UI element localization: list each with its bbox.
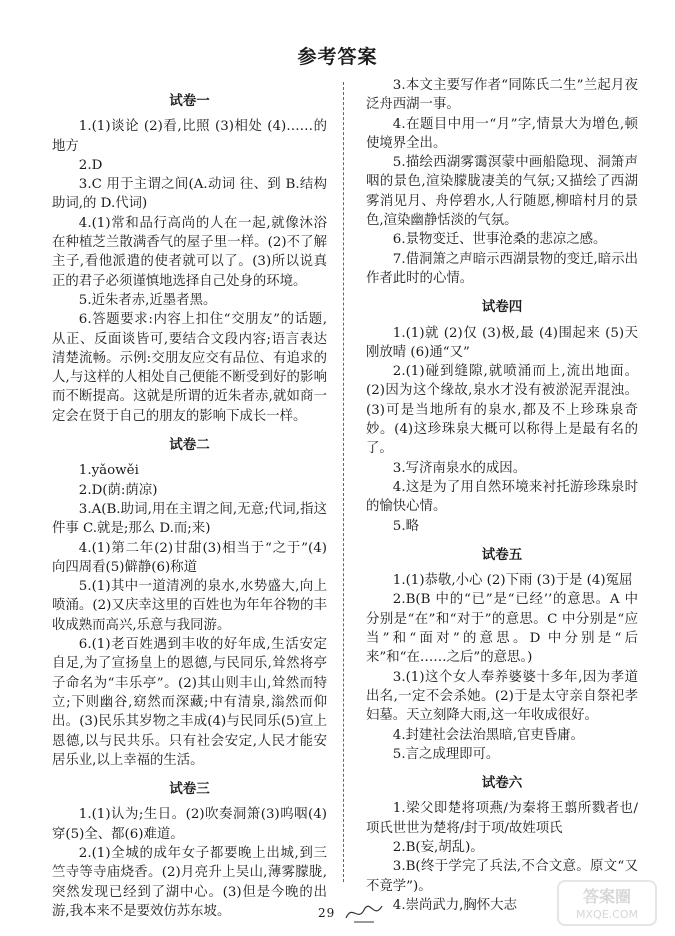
answer-paragraph: 3.C 用于主谓之间(A.动词 往、到 B.结构助词,的 D.代词) [52, 177, 327, 212]
watermark-site: MXQE.COM [576, 908, 638, 921]
answer-paragraph: 6.景物变迁、世事沧桑的悲凉之感。 [392, 232, 607, 248]
answer-paragraph: 2.(1)碰到缝隙,就喷涌而上,流出地面。(2)因为这个缘故,泉水才没有被淤泥弄混浊。(3)可是当地所有的泉水,都及不上珍珠泉奇妙。(4)这珍珠泉大概可以称得上是最有名的了。 [366, 364, 638, 457]
answer-paragraph: 4.这是为了用自然环境来衬托游珍珠泉时的愉快心情。 [366, 479, 638, 515]
answer-paragraph: 1.(1)认为;生日。(2)吹奏洞箫(3)呜咽(4)穿(5)全、都(6)难道。 [52, 807, 327, 842]
answer-paragraph: 7.借洞箫之声暗示西湖景物的变迁,暗示出作者此时的心情。 [366, 251, 638, 286]
answer-paragraph: 3.写济南泉水的成因。 [392, 460, 527, 476]
answer-paragraph: 4.(1)第二年(2)甘甜(3)相当于“之于”(4)向四周看(5)僻静(6)称道 [52, 540, 327, 575]
answer-paragraph: 4.封建社会法治黑暗,官吏昏庸。 [392, 727, 584, 743]
answer-paragraph: 2.D [78, 157, 103, 173]
section-heading: 试卷一 [169, 93, 210, 109]
answer-paragraph: 3.B(终于学完了兵法,不合文意。原文“又不竟学”)。 [366, 859, 638, 894]
answer-paragraph: 2.B(B 中的“已”是“已经’’的意思。A 中分别是“在”和“对于”的意思。C 中分别是“应当”和“面对”的意思。D 中分别是“后来”和“在……之后”的意思。) [366, 592, 638, 666]
answer-paragraph: 3.A(B.助词,用在主谓之间,无意;代词,指这件事 C.就是;那么 D.而;来) [52, 501, 327, 537]
section-heading: 试卷五 [481, 546, 523, 563]
watermark-title: 答案圈 [582, 887, 631, 906]
answer-paragraph: 4.崇尚武力,胸怀大志 [392, 897, 517, 913]
answer-paragraph: 5.近朱者赤,近墨者黑。 [78, 292, 217, 308]
section-heading: 试卷三 [169, 781, 210, 798]
answer-paragraph: 2.D(荫:荫凉) [78, 482, 158, 498]
right-column [366, 76, 638, 915]
answer-paragraph: 1.(1)恭敬,小心 (2)下雨 (3)于是 (4)冤屈 [392, 573, 633, 589]
answer-paragraph: 4.在题目中用一“月”字,情景大为增色,顿使境界全出。 [366, 116, 638, 151]
answer-paragraph: 3.本文主要写作者“同陈氏二生”兰起月夜泛舟西湖一事。 [366, 78, 638, 113]
answer-paragraph: 6.答题要求:内容上扣住“交朋友”的话题,从正、反面谈皆可,要结合文段内容;语言表达清楚流畅。示例:交朋友应交有品位、有追求的人,与这样的人相处自己便能不断受到好的影响而不断提高。这就是所谓的近朱者赤,就如商一定会在贤于自己的朋友的影响下成长一样。 [52, 312, 327, 424]
answer-paragraph: 6.(1)老百姓遇到丰收的好年成,生活安定自足,为了宣扬皇上的恩德,与民同乐,耸然将亭子命名为“丰乐亭”。(2)其山则丰山,耸然而特立;下则幽谷,窈然而深藏;中有清泉,滃然而仰出。(3)民乐其岁物之丰成(4)与民同乐(5)宣上恩德,以与民共乐。只有社会安定,人民才能安居乐业,以上幸福的生活。 [52, 637, 327, 768]
answer-paragraph: 4.(1)常和品行高尚的人在一起,就像沐浴在种植芝兰散满香气的屋子里一样。(2)不了解主子,看他派遣的使者就可以了。(3)所以说真正的君子必须谨慎地选择自己处身的环境。 [52, 215, 327, 289]
answer-paragraph: 1.梁父即楚将项燕/为秦将王翦所戮者也/项氏世世为楚将/封于项/故姓项氏 [366, 801, 638, 836]
answer-paragraph: 1.(1)谈论 (2)看,比照 (3)相处 (4)……的地方 [52, 119, 327, 154]
answer-paragraph: 3.(1)这个女人奉养婆婆十多年,因为孝道出名,一定不会杀她。(2)于是太守亲自祭祀孝妇墓。天立刻降大雨,这一年收成很好。 [366, 669, 638, 724]
column-divider [343, 82, 344, 882]
answer-paragraph: 2.B(妄,胡乱)。 [392, 839, 484, 855]
answer-paragraph: 5.略 [392, 518, 419, 534]
answer-paragraph: 2.(1)全城的成年女子都要晚上出城,到三竺寺等寺庙烧香。(2)月亮升上吴山,薄雾朦胧,突然发现已经到了湖中心。(3)但是今晚的出游,我本来不是要效仿苏东坡。 [52, 845, 327, 919]
section-heading: 试卷二 [169, 437, 210, 454]
section-heading: 试卷六 [481, 775, 523, 792]
answer-paragraph: 1.(1)就 (2)仅 (3)极,最 (4)围起来 (5)天刚放晴 (6)通“又” [366, 325, 638, 360]
answer-paragraph: 5.描绘西湖雾霭溟蒙中画船隐现、洞箫声咽的景色,渲染朦胧凄美的气氛;又描绘了西湖雾消见月、舟停碧水,人行随愿,柳暗村月的景色,渲染幽静恬淡的气氛。 [366, 155, 638, 229]
section-heading: 试卷四 [481, 299, 523, 316]
handwritten-mark-icon [344, 900, 384, 926]
page-number: 29 [318, 906, 336, 920]
page-title: 参考答案 [297, 46, 378, 68]
answer-paragraph: 1.yǎowěi [78, 463, 139, 479]
answer-paragraph: 5.(1)其中一道清冽的泉水,水势盛大,向上喷涌。(2)又庆幸这里的百姓也为年年谷物的丰收成熟而高兴,乐意与我同游。 [52, 579, 327, 633]
left-column [52, 76, 327, 921]
watermark-logo [557, 880, 657, 926]
answer-paragraph: 5.言之成理即可。 [392, 746, 500, 762]
